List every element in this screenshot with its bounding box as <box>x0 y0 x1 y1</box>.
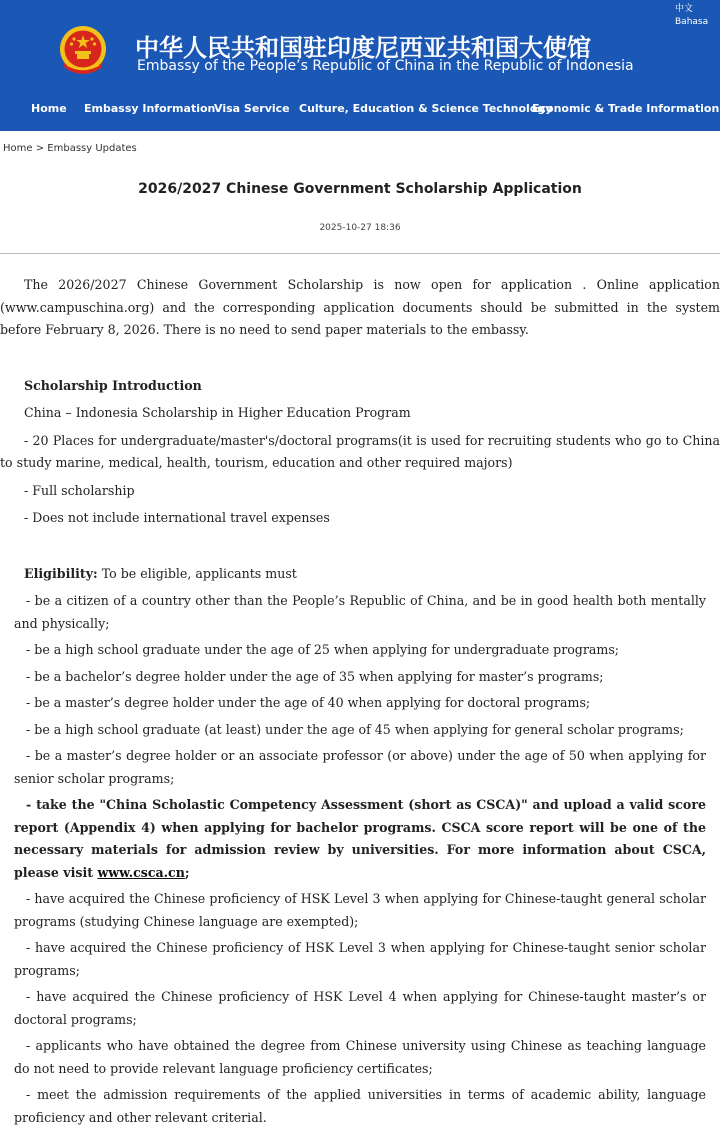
nav-home[interactable]: Home <box>31 102 67 115</box>
lang-bahasa-link[interactable]: Bahasa <box>675 17 709 27</box>
breadcrumb-current[interactable]: Embassy Updates <box>47 143 137 154</box>
eligibility-item: - have acquired the Chinese proficiency of HSK Level 3 when applying for Chinese-taught general scholar programs (studying Chinese language are exempted); <box>14 891 706 929</box>
program-item: - 20 Places for undergraduate/master's/doctoral programs(it is used for recruiting students who go to China to study marine, medical, health, tourism, education and other required majors) <box>0 432 720 470</box>
breadcrumb-separator: > <box>32 143 48 154</box>
divider <box>0 253 720 254</box>
program-item: - Full scholarship <box>24 482 135 498</box>
lang-chinese-link[interactable]: 中文 <box>675 4 694 14</box>
nav-economic-trade[interactable]: Economic & Trade Information <box>532 102 720 115</box>
eligibility-item: - applicants who have obtained the degree from Chinese university using Chinese as teaching language do not need to provide relevant language proficiency certificates; <box>14 1038 706 1076</box>
publish-date: 2025-10-27 18:36 <box>319 223 401 233</box>
eligibility-item: - have acquired the Chinese proficiency of HSK Level 4 when applying for Chinese-taught master’s or doctoral programs; <box>14 989 706 1027</box>
intro-paragraph: The 2026/2027 Chinese Government Scholarship is now open for application . Online application (www.campuschina.org) and the corresponding application documents should be submitted in the system before February 8, 2026. There is no need to send paper materials to the embassy. <box>0 277 720 337</box>
eligibility-line <box>0 563 720 586</box>
eligibility-item: - meet the admission requirements of the applied universities in terms of academic ability, language proficiency and other relevant criterial. <box>14 1087 706 1125</box>
eligibility-lead: To be eligible, applicants must <box>101 565 297 581</box>
program-item: - Does not include international travel expenses <box>24 510 330 525</box>
page-title: 2026/2027 Chinese Government Scholarship Application <box>138 181 582 197</box>
csca-end: ; <box>184 864 190 880</box>
eligibility-label: Eligibility: <box>24 565 98 581</box>
nav-embassy-information[interactable]: Embassy Information <box>84 102 216 115</box>
language-switcher <box>675 3 708 29</box>
csca-text: - take the "China Scholastic Competency Assessment (short as CSCA)" and upload a valid score report (Appendix 4) when applying for bachelor programs. CSCA score report will be one of the necessary materials for admission review by universities. For more information about CSCA, please visit <box>14 797 706 880</box>
nav-visa-service[interactable]: Visa Service <box>214 102 290 115</box>
eligibility-item: - be a high school graduate (at least) under the age of 45 when applying for general scholar programs; <box>26 721 684 737</box>
embassy-title-chinese: 中华人民共和国驻印度尼西亚共和国大使馆 <box>135 34 591 62</box>
breadcrumb <box>3 143 137 154</box>
eligibility-item: - be a master’s degree holder or an associate professor (or above) under the age of 50 when applying for senior scholar programs; <box>14 748 706 786</box>
national-emblem-icon[interactable] <box>57 24 109 78</box>
main-nav <box>0 102 720 122</box>
site-header <box>0 0 720 131</box>
eligibility-item: - have acquired the Chinese proficiency of HSK Level 3 when applying for Chinese-taught senior scholar programs; <box>14 940 706 978</box>
eligibility-item: - be a high school graduate under the age of 25 when applying for undergraduate programs; <box>26 642 620 657</box>
eligibility-item: - be a bachelor’s degree holder under the age of 35 when applying for master’s programs; <box>26 668 604 684</box>
breadcrumb-home[interactable]: Home <box>3 143 33 154</box>
eligibility-item: - be a master’s degree holder under the age of 40 when applying for doctoral programs; <box>26 695 591 710</box>
article-body <box>0 274 720 1129</box>
csca-link[interactable]: www.csca.cn <box>97 864 185 880</box>
scholarship-heading: Scholarship Introduction <box>24 377 202 393</box>
nav-culture-education[interactable]: Culture, Education & Science Technology <box>299 102 553 115</box>
csca-requirement <box>0 794 720 884</box>
embassy-title-english: Embassy of the People’s Republic of China in the Republic of Indonesia <box>137 58 634 74</box>
program-name: China – Indonesia Scholarship in Higher Education Program <box>24 405 411 420</box>
eligibility-item: - be a citizen of a country other than the People’s Republic of China, and be in good health both mentally and physically; <box>14 593 706 631</box>
